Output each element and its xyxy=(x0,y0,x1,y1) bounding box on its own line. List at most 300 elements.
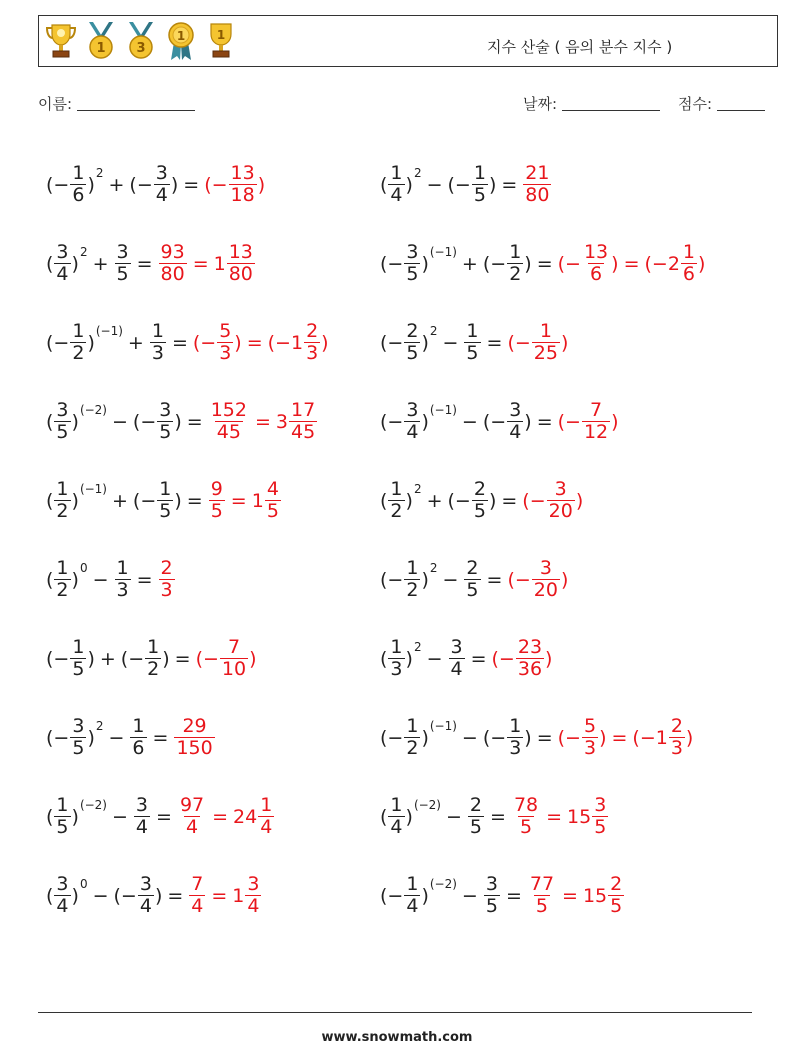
denominator: 20 xyxy=(533,579,558,601)
numerator: 3 xyxy=(135,794,149,817)
answer-fraction xyxy=(159,242,187,285)
operator: − xyxy=(426,647,443,670)
paren-text: ( xyxy=(380,173,388,196)
fraction xyxy=(507,716,523,759)
numerator: 3 xyxy=(406,399,419,422)
numerator: 1 xyxy=(509,715,522,738)
answer-text: 15 xyxy=(582,884,608,907)
fraction xyxy=(404,400,420,443)
answer-operator: = xyxy=(246,331,263,354)
operator: + xyxy=(108,173,125,196)
answer-fraction xyxy=(289,400,317,443)
numerator: 3 xyxy=(139,873,152,896)
page-title: 지수 산술 ( 음의 분수 지수 ) xyxy=(487,38,673,56)
numerator: 1 xyxy=(132,715,145,738)
numerator: 7 xyxy=(227,636,241,659)
answer-fraction xyxy=(528,874,556,917)
operator: = xyxy=(536,410,553,433)
numerator: 3 xyxy=(539,557,552,580)
svg-text:1: 1 xyxy=(96,41,106,56)
answer-text: (− xyxy=(557,726,581,749)
operator: − xyxy=(92,568,109,591)
answer-text: (− xyxy=(557,252,581,275)
answer-text: (−1 xyxy=(632,726,668,749)
answer-text: 24 xyxy=(233,805,258,828)
operator: + xyxy=(112,489,128,512)
answer-text: (−2 xyxy=(644,252,680,275)
svg-text:1: 1 xyxy=(176,29,186,43)
answer-text: (− xyxy=(522,489,546,512)
paren-text: (− xyxy=(380,568,404,591)
paren-text: ( xyxy=(46,884,54,907)
fraction xyxy=(388,479,404,522)
fraction xyxy=(388,637,404,680)
problem-row xyxy=(46,698,329,777)
paren-text: ) xyxy=(524,410,532,433)
numerator: 1 xyxy=(390,794,403,817)
denominator: 5 xyxy=(72,658,85,680)
denominator: 5 xyxy=(466,579,479,601)
fraction xyxy=(464,558,480,601)
medal-3-icon xyxy=(123,20,159,62)
fraction xyxy=(157,479,173,522)
exponent: 2 xyxy=(413,165,422,180)
denominator: 5 xyxy=(159,500,172,522)
paren-text: (− xyxy=(380,252,404,275)
numerator: 2 xyxy=(610,873,623,896)
numerator: 93 xyxy=(160,241,185,264)
numerator: 29 xyxy=(182,715,207,738)
answer-fraction xyxy=(516,637,544,680)
paren-text: (− xyxy=(482,726,507,749)
fraction xyxy=(130,716,146,759)
denominator: 20 xyxy=(548,500,573,522)
date-blank[interactable] xyxy=(562,96,660,111)
denominator: 80 xyxy=(228,263,253,285)
denominator: 5 xyxy=(266,500,279,522)
fraction xyxy=(70,163,86,206)
numerator: 21 xyxy=(525,162,550,185)
fraction xyxy=(484,874,500,917)
paren-text: ) xyxy=(421,568,429,591)
answer-operator: = xyxy=(212,805,229,828)
fraction xyxy=(472,163,488,206)
denominator: 2 xyxy=(72,342,85,364)
answer-fraction xyxy=(209,400,249,443)
paren-text: ) xyxy=(421,726,429,749)
denominator: 5 xyxy=(406,342,419,364)
numerator: 5 xyxy=(219,320,232,343)
denominator: 80 xyxy=(160,263,185,285)
answer-fraction xyxy=(245,874,261,917)
answer-text: ) xyxy=(560,568,569,591)
operator: − xyxy=(442,331,459,354)
denominator: 10 xyxy=(221,658,247,680)
fraction xyxy=(468,795,484,838)
exponent: (−2) xyxy=(413,797,441,812)
paren-text: (− xyxy=(380,410,404,433)
operator: = xyxy=(167,884,184,907)
answer-text: 1 xyxy=(251,489,264,512)
denominator: 4 xyxy=(390,184,403,206)
exponent: (−1) xyxy=(95,323,123,338)
numerator: 4 xyxy=(266,478,279,501)
exponent: 2 xyxy=(79,244,88,259)
numerator: 2 xyxy=(466,557,479,580)
answer-text: ) xyxy=(575,489,584,512)
numerator: 3 xyxy=(406,241,419,264)
svg-text:3: 3 xyxy=(136,41,146,56)
denominator: 6 xyxy=(590,263,603,285)
operator: − xyxy=(112,410,128,433)
fraction xyxy=(507,242,523,285)
answer-text: ) xyxy=(257,173,266,196)
denominator: 45 xyxy=(216,421,241,443)
exponent: (−1) xyxy=(79,481,107,496)
answer-operator: = xyxy=(611,726,628,749)
answer-fraction xyxy=(159,558,175,601)
fraction xyxy=(54,874,70,917)
paren-text: (− xyxy=(46,726,70,749)
answer-operator: = xyxy=(192,252,209,275)
paren-text: ) xyxy=(87,726,95,749)
paren-text: ) xyxy=(421,252,429,275)
fraction xyxy=(388,163,404,206)
answer-text: ) xyxy=(611,252,619,275)
numerator: 5 xyxy=(583,715,597,738)
denominator: 2 xyxy=(406,737,419,759)
paren-text: ) xyxy=(524,252,532,275)
numerator: 3 xyxy=(56,241,69,264)
answer-fraction xyxy=(582,400,610,443)
date-field xyxy=(523,93,660,114)
denominator: 4 xyxy=(406,421,419,443)
fraction xyxy=(150,321,166,364)
problem-row xyxy=(46,777,329,856)
denominator: 12 xyxy=(583,421,609,443)
denominator: 3 xyxy=(116,579,129,601)
fraction xyxy=(464,321,480,364)
paren-text: ) xyxy=(421,884,429,907)
paren-text: ) xyxy=(162,647,170,670)
answer-text: (− xyxy=(557,410,581,433)
answer-text: ) xyxy=(611,410,619,433)
operator: + xyxy=(426,489,443,512)
answer-text: ) xyxy=(545,647,553,670)
paren-text: ( xyxy=(46,805,54,828)
answer-text: 3 xyxy=(275,410,288,433)
denominator: 4 xyxy=(406,895,419,917)
exponent: (−2) xyxy=(79,402,107,417)
operator: = xyxy=(186,410,203,433)
operator: = xyxy=(171,331,188,354)
numerator: 3 xyxy=(247,873,260,896)
denominator: 36 xyxy=(517,658,543,680)
denominator: 5 xyxy=(210,500,223,522)
denominator: 4 xyxy=(509,421,522,443)
name-label: 이름: xyxy=(38,95,73,113)
operator: + xyxy=(461,252,478,275)
operator: = xyxy=(501,489,518,512)
denominator: 5 xyxy=(72,737,85,759)
answer-fraction xyxy=(608,874,624,917)
paren-text: ( xyxy=(380,805,388,828)
operator: = xyxy=(536,726,553,749)
paren-text: ) xyxy=(71,410,79,433)
denominator: 5 xyxy=(610,895,623,917)
numerator: 2 xyxy=(469,794,483,817)
numerator: 1 xyxy=(260,794,273,817)
paren-text: ) xyxy=(71,568,79,591)
operator: − xyxy=(446,805,462,828)
numerator: 3 xyxy=(155,162,168,185)
denominator: 6 xyxy=(682,263,696,285)
denominator: 6 xyxy=(72,184,85,206)
fraction xyxy=(404,558,420,601)
answer-fraction xyxy=(258,795,274,838)
denominator: 80 xyxy=(525,184,550,206)
numerator: 1 xyxy=(539,320,552,343)
answer-text: 1 xyxy=(213,252,226,275)
paren-text: ) xyxy=(71,252,79,275)
paren-text: ) xyxy=(174,489,182,512)
ribbon-1-icon xyxy=(163,20,199,62)
numerator: 1 xyxy=(390,478,403,501)
date-label: 날짜: xyxy=(523,95,558,113)
numerator: 1 xyxy=(116,557,129,580)
paren-text: ) xyxy=(488,489,497,512)
answer-text: ) xyxy=(685,726,694,749)
paren-text: (− xyxy=(447,173,471,196)
operator: = xyxy=(486,568,503,591)
problem-row xyxy=(380,540,705,619)
denominator: 4 xyxy=(135,816,149,838)
paren-text: ) xyxy=(524,726,532,749)
paren-text: ( xyxy=(380,647,388,670)
paren-text: (− xyxy=(380,884,404,907)
score-blank[interactable] xyxy=(717,96,765,111)
answer-text: (− xyxy=(491,647,515,670)
problem-row xyxy=(46,461,329,540)
paren-text: ) xyxy=(71,805,79,828)
problem-column-left xyxy=(46,145,329,935)
numerator: 1 xyxy=(56,557,69,580)
operator: = xyxy=(174,647,191,670)
operator: − xyxy=(92,884,109,907)
operator: = xyxy=(490,805,506,828)
numerator: 9 xyxy=(210,478,223,501)
svg-text:1: 1 xyxy=(216,28,226,42)
fraction xyxy=(404,321,420,364)
numerator: 152 xyxy=(210,399,247,422)
operator: = xyxy=(505,884,522,907)
answer-fraction xyxy=(178,795,206,838)
answer-text: ) xyxy=(234,331,242,354)
fraction xyxy=(115,558,131,601)
numerator: 2 xyxy=(160,557,173,580)
fraction xyxy=(404,242,420,285)
paren-text: (− xyxy=(447,489,471,512)
answer-fraction xyxy=(217,321,233,364)
answer-fraction xyxy=(523,163,551,206)
answer-text: (− xyxy=(507,568,531,591)
answer-operator: = xyxy=(623,252,640,275)
problem-row xyxy=(46,540,329,619)
denominator: 4 xyxy=(139,895,152,917)
score-field xyxy=(678,93,765,114)
exponent: 2 xyxy=(429,560,438,575)
denominator: 2 xyxy=(56,500,69,522)
answer-fraction xyxy=(265,479,281,522)
exponent: 2 xyxy=(429,323,438,338)
answer-fraction xyxy=(547,479,575,522)
answer-text: ) xyxy=(321,331,329,354)
problem-row xyxy=(46,619,329,698)
paren-text: ) xyxy=(405,489,413,512)
denominator: 5 xyxy=(485,895,498,917)
fraction xyxy=(70,321,86,364)
answer-fraction xyxy=(209,479,225,522)
denominator: 5 xyxy=(535,895,548,917)
operator: + xyxy=(127,331,144,354)
problem-row xyxy=(380,777,705,856)
answer-text: (− xyxy=(192,331,217,354)
fraction xyxy=(507,400,523,443)
icon-row xyxy=(43,20,239,62)
answer-fraction xyxy=(512,795,540,838)
answer-operator: = xyxy=(254,410,271,433)
problem-row xyxy=(380,461,705,540)
paren-text: ) xyxy=(174,410,182,433)
denominator: 4 xyxy=(247,895,260,917)
operator: = xyxy=(136,252,153,275)
numerator: 1 xyxy=(509,241,522,264)
numerator: 1 xyxy=(390,636,403,659)
numerator: 1 xyxy=(159,478,172,501)
answer-text: ) xyxy=(599,726,607,749)
paren-text: (− xyxy=(113,884,137,907)
denominator: 2 xyxy=(390,500,403,522)
problem-column-right xyxy=(380,145,705,935)
numerator: 1 xyxy=(682,241,696,264)
numerator: 97 xyxy=(179,794,205,817)
name-field xyxy=(38,93,195,114)
answer-text: ) xyxy=(249,647,257,670)
numerator: 13 xyxy=(228,241,253,264)
denominator: 5 xyxy=(116,263,129,285)
denominator: 5 xyxy=(406,263,419,285)
numerator: 3 xyxy=(56,873,69,896)
trophy-1-icon xyxy=(203,20,239,62)
answer-fraction xyxy=(582,716,598,759)
answer-text: (− xyxy=(507,331,531,354)
answer-fraction xyxy=(681,242,697,285)
problem-row xyxy=(380,303,705,382)
answer-fraction xyxy=(669,716,685,759)
paren-text: ) xyxy=(421,410,429,433)
operator: − xyxy=(442,568,459,591)
paren-text: ( xyxy=(46,568,54,591)
fraction xyxy=(54,400,70,443)
answer-operator: = xyxy=(562,884,578,907)
answer-fraction xyxy=(220,637,248,680)
problem-row xyxy=(46,145,329,224)
answer-fraction xyxy=(189,874,205,917)
numerator: 3 xyxy=(554,478,567,501)
fraction xyxy=(54,479,70,522)
paren-text: (− xyxy=(46,173,70,196)
numerator: 1 xyxy=(56,478,69,501)
numerator: 1 xyxy=(151,320,164,343)
denominator: 5 xyxy=(519,816,533,838)
paren-text: ) xyxy=(87,173,95,196)
problem-row xyxy=(380,619,705,698)
numerator: 13 xyxy=(583,241,609,264)
numerator: 7 xyxy=(590,399,603,422)
problem-row xyxy=(46,224,329,303)
answer-fraction xyxy=(227,242,255,285)
answer-operator: = xyxy=(211,884,228,907)
operator: = xyxy=(183,173,200,196)
paren-text: (− xyxy=(132,410,157,433)
denominator: 45 xyxy=(290,421,316,443)
denominator: 4 xyxy=(450,658,463,680)
answer-fraction xyxy=(229,163,257,206)
denominator: 25 xyxy=(533,342,558,364)
answer-text: ) xyxy=(560,331,569,354)
answer-operator: = xyxy=(230,489,247,512)
operator: + xyxy=(92,252,109,275)
denominator: 5 xyxy=(466,342,479,364)
operator: = xyxy=(536,252,553,275)
fraction xyxy=(157,400,173,443)
numerator: 2 xyxy=(406,320,419,343)
problem-row xyxy=(46,382,329,461)
numerator: 3 xyxy=(56,399,69,422)
operator: = xyxy=(486,331,503,354)
numerator: 3 xyxy=(509,399,522,422)
denominator: 150 xyxy=(176,737,213,759)
problem-row xyxy=(380,145,705,224)
medal-1-icon xyxy=(83,20,119,62)
paren-text: ) xyxy=(87,647,95,670)
denominator: 4 xyxy=(185,816,199,838)
name-blank[interactable] xyxy=(77,96,195,111)
fraction xyxy=(145,637,161,680)
numerator: 1 xyxy=(72,636,85,659)
trophy-icon xyxy=(43,20,79,62)
denominator: 4 xyxy=(260,816,273,838)
fraction xyxy=(134,795,150,838)
denominator: 2 xyxy=(406,579,419,601)
denominator: 5 xyxy=(469,816,483,838)
fraction xyxy=(54,795,70,838)
exponent: (−1) xyxy=(429,718,457,733)
denominator: 3 xyxy=(151,342,164,364)
problem-row xyxy=(380,698,705,777)
numerator: 7 xyxy=(191,873,204,896)
numerator: 2 xyxy=(473,478,486,501)
numerator: 3 xyxy=(485,873,498,896)
answer-fraction xyxy=(532,558,560,601)
denominator: 2 xyxy=(509,263,522,285)
paren-text: ) xyxy=(421,331,429,354)
operator: = xyxy=(152,726,169,749)
denominator: 3 xyxy=(670,737,683,759)
operator: = xyxy=(136,568,153,591)
numerator: 1 xyxy=(72,320,85,343)
numerator: 1 xyxy=(72,162,85,185)
